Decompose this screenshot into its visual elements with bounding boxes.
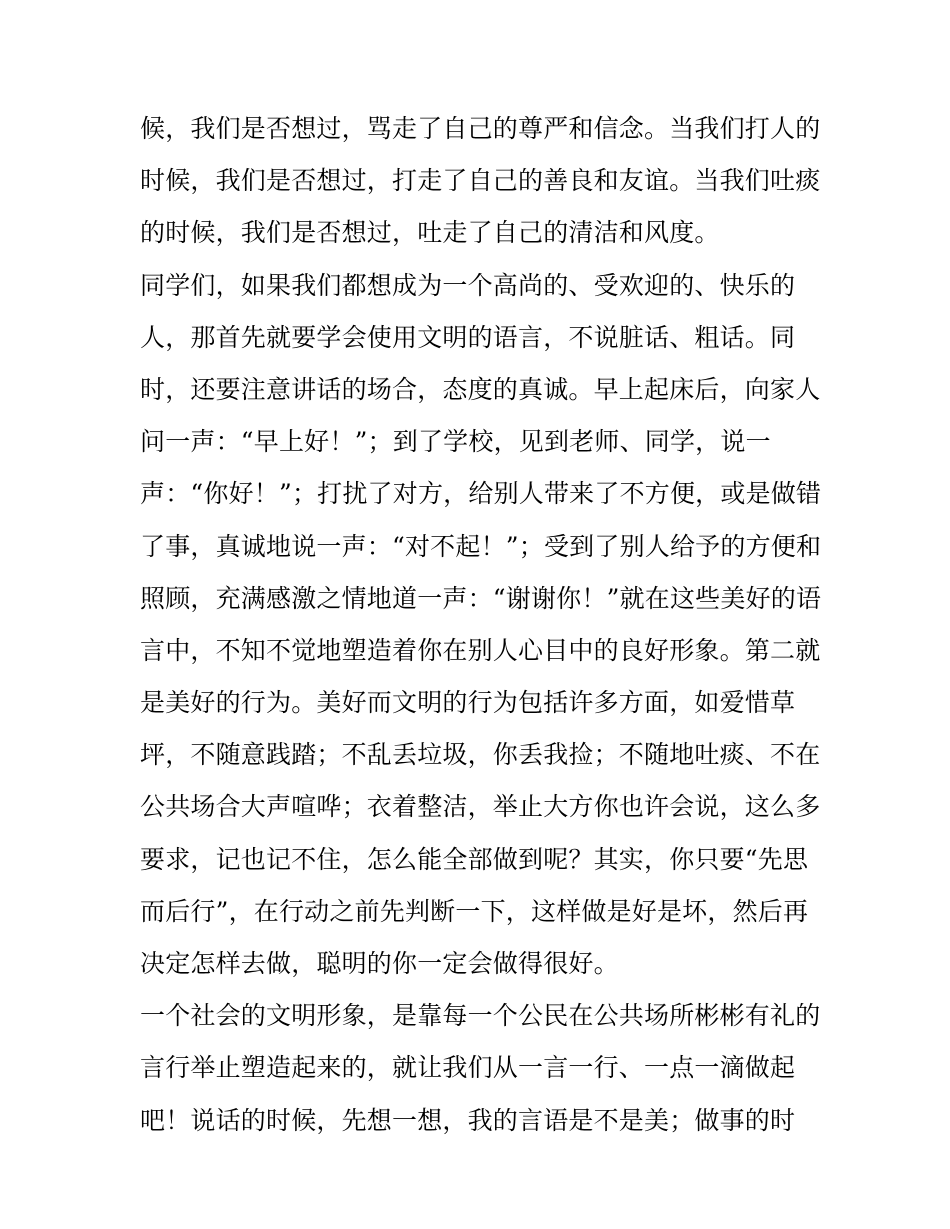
- text-line: 言中，不知不觉地塑造着你在别人心目中的良好形象。第二就: [140, 635, 821, 665]
- text-line: 问一声：“早上好！”；到了学校，见到老师、同学，说一: [140, 427, 771, 457]
- document-body: [140, 103, 830, 1147]
- text-line: 候，我们是否想过，骂走了自己的尊严和信念。当我们打人的: [140, 114, 821, 143]
- text-line: 了事，真诚地说一声：“对不起！”；受到了别人给予的方便和: [140, 531, 822, 561]
- text-line: 言行举止塑造起来的，就让我们从一言一行、一点一滴做起: [140, 1053, 796, 1083]
- text-line: 是美好的行为。美好而文明的行为包括许多方面，如爱惜草: [140, 688, 796, 718]
- text-line: 决定怎样去做，聪明的你一定会做得很好。: [140, 949, 619, 978]
- text-line: 照顾，充满感激之情地道一声：“谢谢你！”就在这些美好的语: [140, 583, 822, 613]
- text-line: 同学们，如果我们都想成为一个高尚的、受欢迎的、快乐的: [140, 270, 796, 300]
- text-line: 吧！说话的时候，先想一想，我的言语是不是美；做事的时: [140, 1105, 796, 1135]
- text-line: 的时候，我们是否想过，吐走了自己的清洁和风度。: [140, 218, 720, 248]
- text-line: 人，那首先就要学会使用文明的语言，不说脏话、粗话。同: [140, 322, 796, 352]
- text-line: 而后行”，在行动之前先判断一下，这样做是好是坏，然后再: [140, 896, 809, 926]
- text-line: 要求，记也记不住，怎么能全部做到呢？其实，你只要“先思: [140, 844, 809, 874]
- text-line: 坪，不随意践踏；不乱丢垃圾，你丢我捡；不随地吐痰、不在: [140, 740, 821, 770]
- text-line: 公共场合大声喧哗；衣着整洁，举止大方你也许会说，这么多: [140, 792, 821, 822]
- text-line: 时候，我们是否想过，打走了自己的善良和友谊。当我们吐痰: [140, 166, 821, 196]
- text-line: 声：“你好！”；打扰了对方，给别人带来了不方便，或是做错: [140, 479, 822, 509]
- text-line: 一个社会的文明形象，是靠每一个公民在公共场所彬彬有礼的: [140, 1001, 821, 1031]
- text-line: 时，还要注意讲话的场合，态度的真诚。早上起床后，向家人: [140, 374, 821, 404]
